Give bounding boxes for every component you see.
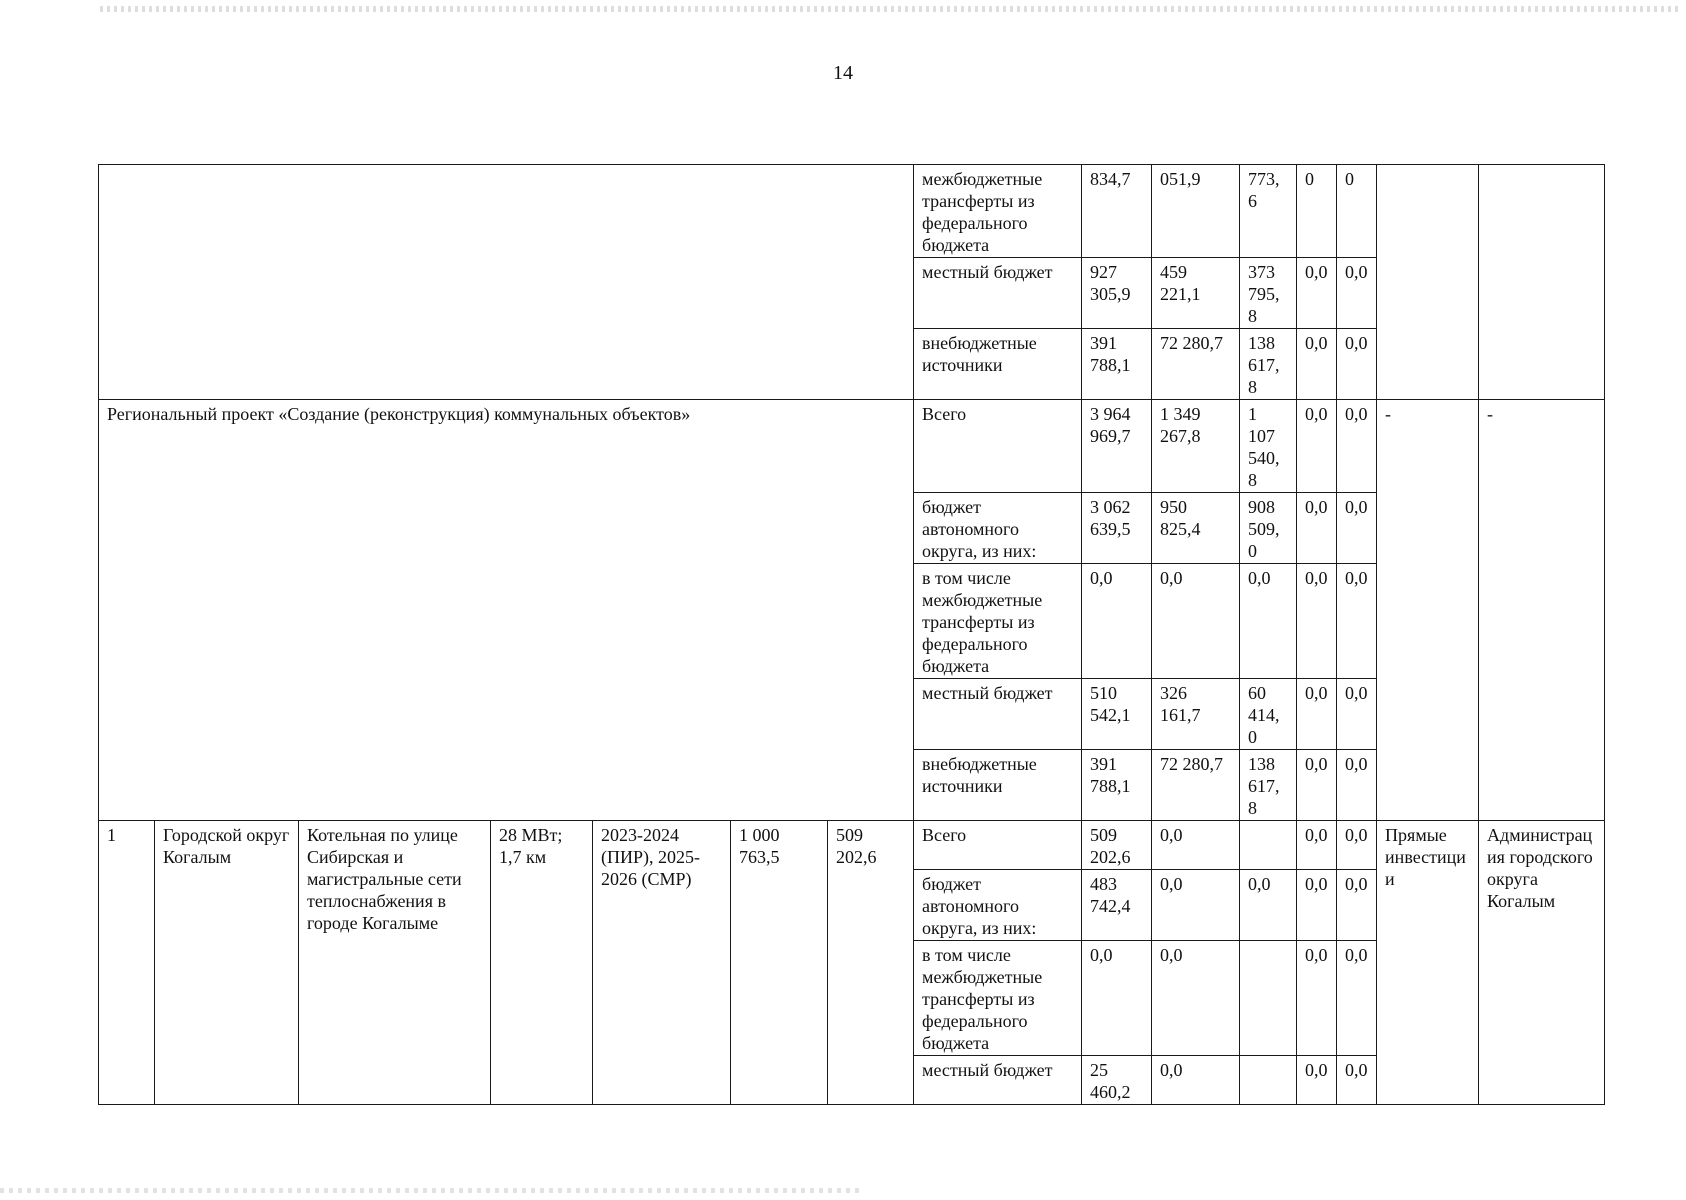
year3-cell: 0,0 — [1297, 564, 1337, 679]
year1-cell: 326 161,7 — [1152, 679, 1240, 750]
object-number: 1 — [99, 821, 155, 1105]
year2-cell: 373 795,8 — [1240, 258, 1297, 329]
year3-cell: 0,0 — [1297, 493, 1337, 564]
object-municipality: Городской округ Когалым — [155, 821, 299, 1105]
year2-cell — [1240, 821, 1297, 870]
year1-cell: 459 221,1 — [1152, 258, 1240, 329]
year2-cell: 138 617,8 — [1240, 750, 1297, 821]
budget-table — [98, 164, 1605, 1105]
year1-cell: 1 349 267,8 — [1152, 400, 1240, 493]
year1-cell: 0,0 — [1152, 941, 1240, 1056]
regional-project-executor: - — [1479, 400, 1605, 821]
object-period: 2023-2024 (ПИР), 2025-2026 (СМР) — [593, 821, 731, 1105]
source-cell: внебюджетные источники — [914, 329, 1082, 400]
year4-cell: 0,0 — [1337, 870, 1377, 941]
continuation-blank-cell — [99, 165, 914, 400]
total-cell: 3 964 969,7 — [1082, 400, 1152, 493]
year4-cell: 0,0 — [1337, 493, 1377, 564]
total-cell: 0,0 — [1082, 564, 1152, 679]
source-cell: Всего — [914, 821, 1082, 870]
object-capacity: 28 МВт; 1,7 км — [491, 821, 593, 1105]
scan-edge-top — [100, 6, 1680, 12]
total-cell: 0,0 — [1082, 941, 1152, 1056]
source-cell: бюджет автономного округа, из них: — [914, 870, 1082, 941]
year4-cell: 0,0 — [1337, 564, 1377, 679]
year4-cell: 0,0 — [1337, 258, 1377, 329]
total-cell: 927 305,9 — [1082, 258, 1152, 329]
year4-cell: 0,0 — [1337, 941, 1377, 1056]
source-cell: внебюджетные источники — [914, 750, 1082, 821]
year4-cell: 0,0 — [1337, 1056, 1377, 1105]
year1-cell: 72 280,7 — [1152, 750, 1240, 821]
source-cell: местный бюджет — [914, 679, 1082, 750]
total-cell: 25 460,2 — [1082, 1056, 1152, 1105]
year3-cell: 0,0 — [1297, 821, 1337, 870]
year4-cell: 0,0 — [1337, 400, 1377, 493]
source-cell: местный бюджет — [914, 1056, 1082, 1105]
year3-cell: 0,0 — [1297, 941, 1337, 1056]
year4-cell: 0,0 — [1337, 750, 1377, 821]
total-cell: 510 542,1 — [1082, 679, 1152, 750]
year4-cell: 0,0 — [1337, 679, 1377, 750]
year3-cell: 0,0 — [1297, 679, 1337, 750]
regional-project-mechanism: - — [1377, 400, 1479, 821]
object-remaining-cost: 509 202,6 — [828, 821, 914, 1105]
page-number: 14 — [833, 62, 853, 84]
year2-cell: 60 414,0 — [1240, 679, 1297, 750]
source-cell: в том числе межбюджетные трансферты из федерального бюджета — [914, 564, 1082, 679]
year3-cell: 0,0 — [1297, 400, 1337, 493]
source-cell: межбюджетные трансферты из федерального бюджета — [914, 165, 1082, 258]
source-cell: Всего — [914, 400, 1082, 493]
year2-cell — [1240, 941, 1297, 1056]
year3-cell: 0,0 — [1297, 1056, 1337, 1105]
year3-cell: 0,0 — [1297, 870, 1337, 941]
object-name: Котельная по улице Сибирская и магистральные сети теплоснабжения в городе Когалыме — [299, 821, 491, 1105]
total-cell: 834,7 — [1082, 165, 1152, 258]
year3-cell: 0,0 — [1297, 258, 1337, 329]
scan-edge-bottom — [0, 1188, 860, 1193]
year3-cell: 0,0 — [1297, 750, 1337, 821]
year4-cell: 0,0 — [1337, 821, 1377, 870]
total-cell: 391 788,1 — [1082, 750, 1152, 821]
year1-cell: 0,0 — [1152, 564, 1240, 679]
year3-cell: 0 — [1297, 165, 1337, 258]
year2-cell: 0,0 — [1240, 870, 1297, 941]
year2-cell: 138 617,8 — [1240, 329, 1297, 400]
year1-cell: 0,0 — [1152, 870, 1240, 941]
year4-cell: 0 — [1337, 165, 1377, 258]
source-cell: местный бюджет — [914, 258, 1082, 329]
object-executor: Администрация городского округа Когалым — [1479, 821, 1605, 1105]
year2-cell: 908 509,0 — [1240, 493, 1297, 564]
year1-cell: 72 280,7 — [1152, 329, 1240, 400]
continuation-mechanism-cell — [1377, 165, 1479, 400]
table-row — [99, 400, 1605, 493]
year1-cell: 0,0 — [1152, 1056, 1240, 1105]
continuation-executor-cell — [1479, 165, 1605, 400]
year1-cell: 0,0 — [1152, 821, 1240, 870]
year2-cell — [1240, 1056, 1297, 1105]
total-cell: 3 062 639,5 — [1082, 493, 1152, 564]
total-cell: 483 742,4 — [1082, 870, 1152, 941]
regional-project-title: Региональный проект «Создание (реконструкция) коммунальных объектов» — [99, 400, 914, 821]
object-mechanism: Прямые инвестиции — [1377, 821, 1479, 1105]
year2-cell: 1 107 540,8 — [1240, 400, 1297, 493]
total-cell: 509 202,6 — [1082, 821, 1152, 870]
source-cell: бюджет автономного округа, из них: — [914, 493, 1082, 564]
year1-cell: 051,9 — [1152, 165, 1240, 258]
total-cell: 391 788,1 — [1082, 329, 1152, 400]
year2-cell: 0,0 — [1240, 564, 1297, 679]
source-cell: в том числе межбюджетные трансферты из федерального бюджета — [914, 941, 1082, 1056]
year3-cell: 0,0 — [1297, 329, 1337, 400]
table-row — [99, 821, 1605, 870]
year2-cell: 773,6 — [1240, 165, 1297, 258]
table-row — [99, 165, 1605, 258]
year1-cell: 950 825,4 — [1152, 493, 1240, 564]
year4-cell: 0,0 — [1337, 329, 1377, 400]
object-estimated-cost: 1 000 763,5 — [731, 821, 828, 1105]
